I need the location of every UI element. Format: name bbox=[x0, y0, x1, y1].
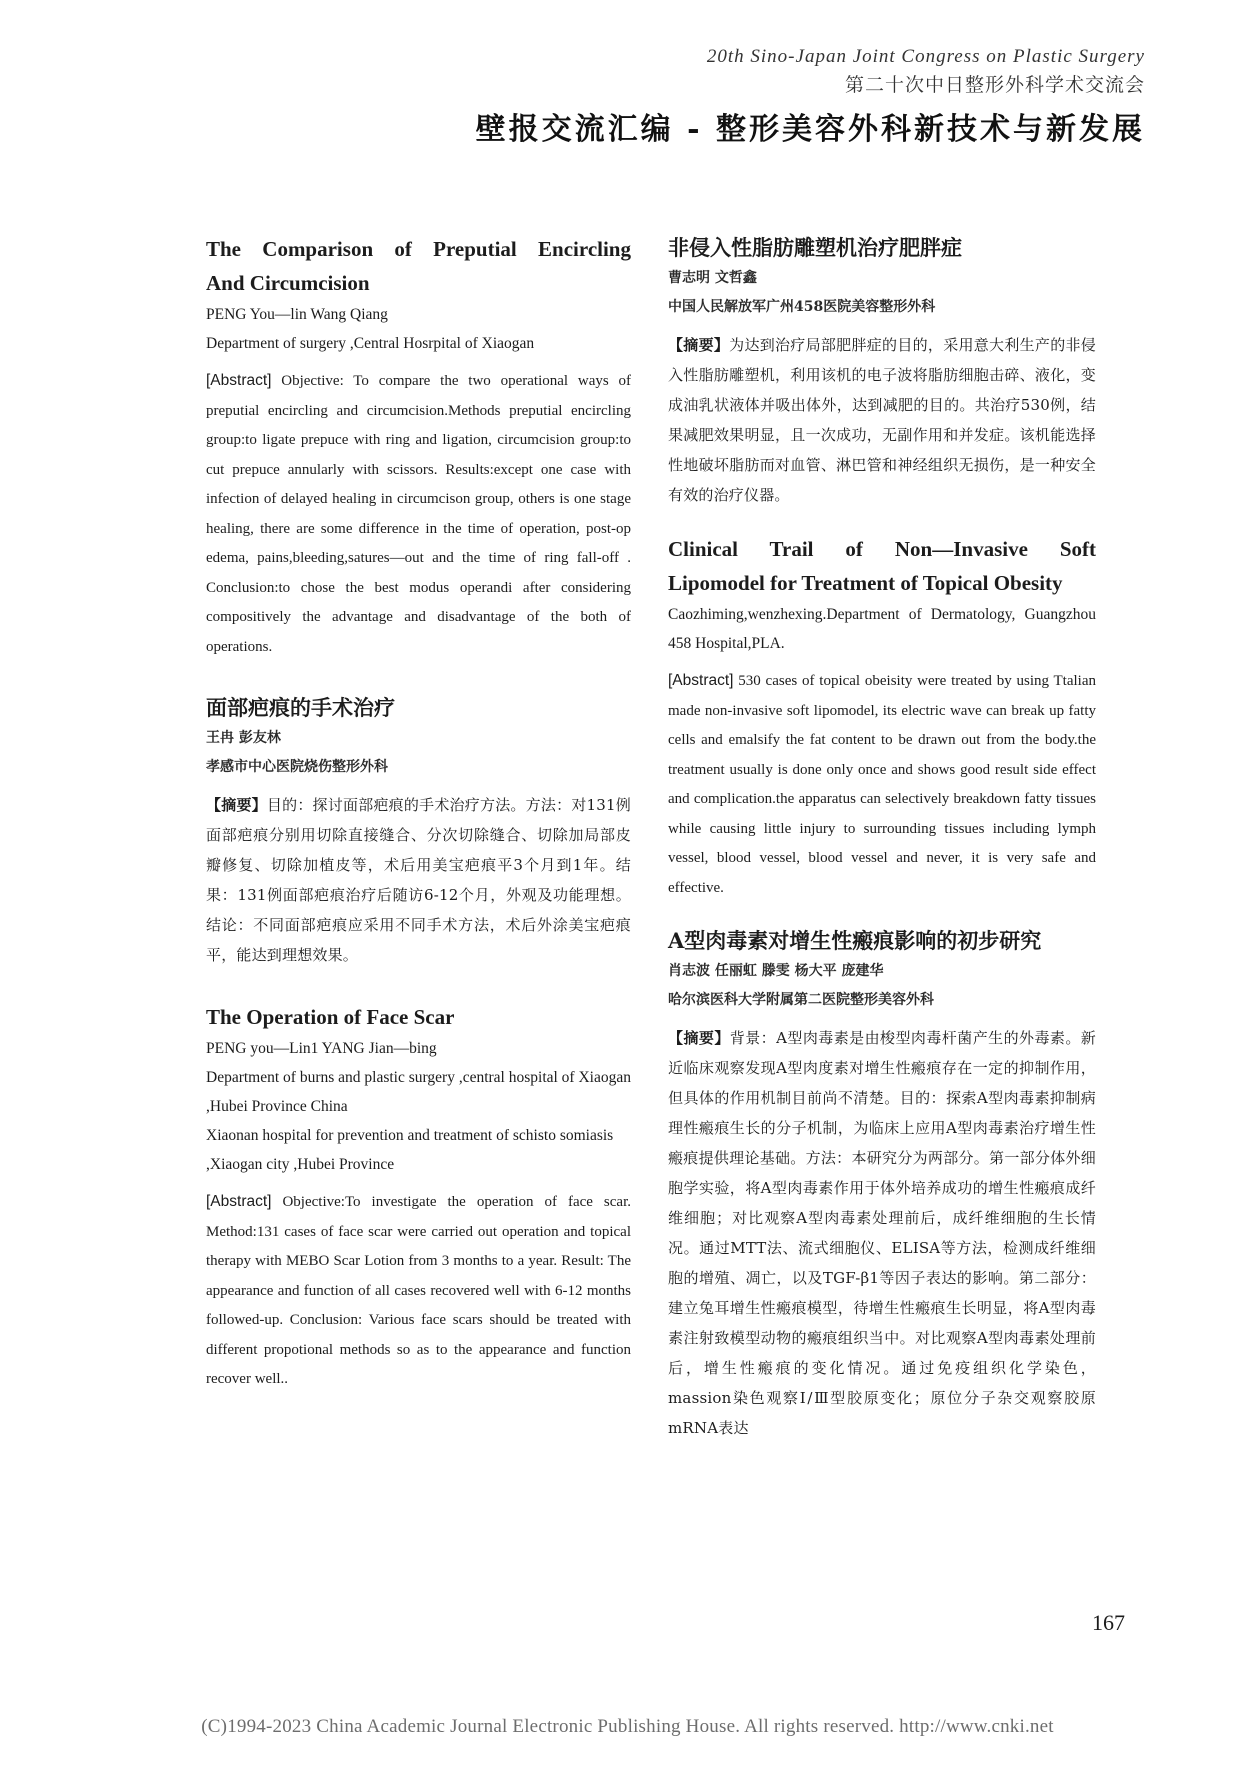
abstract-text: 530 cases of topical obeisity were treated by using Ttalian made non-invasive soft lipomodel, its electric wave can break up fatty cells and emalsify the fat content to be drawn out from the body.the treatment usually is done only once and shows good result side effect and complication.the apparatus can selectively breakdown fatty tissues while causing little injury to surrounding tissues including lymph vessel, blood vessel, blood vessel and never, it is very safe and effective. bbox=[668, 673, 1096, 896]
article-affiliation: 中国人民解放军广州458医院美容整形外科 bbox=[668, 299, 936, 315]
article-affiliation: Xiaonan hospital for prevention and treatment of schisto somiasis ,Xiaogan city ,Hubei Province bbox=[206, 1127, 614, 1173]
article-abstract bbox=[206, 1187, 631, 1395]
article-affiliation: 孝感市中心医院烧伤整形外科 bbox=[206, 759, 388, 775]
article-title-line: Lipomodel for Treatment of Topical Obesity bbox=[668, 571, 1063, 595]
article-authors: PENG you—Lin1 YANG Jian—bing bbox=[206, 1040, 437, 1057]
abstract-label: 【摘要】 bbox=[206, 796, 267, 814]
article-botulinum-toxin bbox=[668, 925, 1096, 1443]
article-abstract bbox=[668, 1023, 1096, 1443]
copyright-footer: (C)1994-2023 China Academic Journal Electronic Publishing House. All rights reserved. http://www.cnki.net bbox=[201, 1716, 1054, 1737]
right-column bbox=[668, 232, 1096, 1443]
page-title: 壁报交流汇编 - 整形美容外科新技术与新发展 bbox=[475, 112, 1145, 147]
article-title: The Operation of Face Scar bbox=[206, 1005, 455, 1029]
article-affiliation: 哈尔滨医科大学附属第二医院整形美容外科 bbox=[668, 992, 934, 1008]
article-authors: 王冉 彭友林 bbox=[206, 730, 281, 746]
article-face-scar-cn bbox=[206, 692, 631, 970]
article-abstract bbox=[668, 330, 1096, 510]
article-title-line: The Comparison of Preputial Encircling bbox=[206, 237, 631, 261]
abstract-text: Objective:To investigate the operation of face scar. Method:131 cases of face scar were carried out operation and topical therapy with MEBO Scar Lotion from 3 months to a year. Result: The appearance and function of all cases recovered well with 6-12 months followed-up. Conclusion: Various face scars should be treated with different propotional methods so as to the appearance and function recover well.. bbox=[206, 1194, 631, 1387]
article-title: 面部疤痕的手术治疗 bbox=[206, 695, 395, 720]
abstract-label: 【摘要】 bbox=[668, 1029, 730, 1047]
abstract-label: [Abstract] bbox=[206, 372, 272, 389]
article-abstract bbox=[206, 790, 631, 970]
article-affiliation: Department of burns and plastic surgery ,central hospital of Xiaogan ,Hubei Province China bbox=[206, 1069, 631, 1115]
article-authors: 肖志波 任丽虹 滕雯 杨大平 庞建华 bbox=[668, 963, 884, 979]
abstract-text: 背景：A型肉毒素是由梭型肉毒杆菌产生的外毒素。新近临床观察发现A型肉度素对增生性瘢痕存在一定的抑制作用，但具体的作用机制目前尚不清楚。目的：探索A型肉毒素抑制病理性瘢痕生长的分子机制，为临床上应用A型肉毒素治疗增生性瘢痕提供理论基础。方法：本研究分为两部分。第一部分体外细胞学实验，将A型肉毒素作用于体外培养成功的增生性瘢痕成纤维细胞；对比观察A型肉毒素处理前后，成纤维细胞的生长情况。通过MTT法、流式细胞仪、ELISA等方法，检测成纤维细胞的增殖、凋亡，以及TGF-β1等因子表达的影响。第二部分：建立兔耳增生性瘢痕模型，待增生性瘢痕生长明显，将A型肉毒素注射致模型动物的瘢痕组织当中。对比观察A型肉毒素处理前后，增生性瘢痕的变化情况。通过免疫组织化学染色，massion染色观察Ⅰ/Ⅲ型胶原变化；原位分子杂交观察胶原mRNA表达 bbox=[668, 1029, 1096, 1437]
abstract-text: 为达到治疗局部肥胖症的目的，采用意大利生产的非侵入性脂肪雕塑机，利用该机的电子波将脂肪细胞击碎、液化，变成油乳状液体并吸出体外，达到减肥的目的。共治疗530例，结果减肥效果明显，且一次成功，无副作用和并发症。该机能选择性地破坏脂肪而对血管、淋巴管和神经组织无损伤，是一种安全有效的治疗仪器。 bbox=[668, 336, 1096, 504]
article-lipomodel-cn bbox=[668, 232, 1096, 510]
article-preputial-encircling bbox=[206, 232, 631, 662]
article-title: A型肉毒素对增生性瘢痕影响的初步研究 bbox=[668, 928, 1042, 953]
article-abstract bbox=[668, 666, 1096, 903]
article-lipomodel-en bbox=[668, 532, 1096, 903]
abstract-label: [Abstract] bbox=[668, 672, 734, 689]
page-number: 167 bbox=[1092, 1610, 1125, 1635]
abstract-text: Objective: To compare the two operational ways of preputial encircling and circumcision.Methods preputial encircling group:to ligate prepuce with ring and ligation, circumcision group:to cut prepuce annularly with scissors. Results:except one case with infection of delayed healing in circumcison group, others is one stage healing, there are some difference in the time of operation, post-op edema, pains,bleeding,satures—out and the time of ring fall-off . Conclusion:to chose the best modus operandi after considering compositively the advantage and disadvantage of the both of operations. bbox=[206, 373, 631, 655]
article-title-line: And Circumcision bbox=[206, 271, 370, 295]
congress-title-en: 20th Sino-Japan Joint Congress on Plastic Surgery bbox=[706, 46, 1145, 67]
article-authors: PENG You—lin Wang Qiang bbox=[206, 306, 388, 323]
article-title: 非侵入性脂肪雕塑机治疗肥胖症 bbox=[668, 235, 962, 260]
left-column bbox=[206, 232, 631, 1395]
article-face-scar-en bbox=[206, 1000, 631, 1395]
abstract-label: [Abstract] bbox=[206, 1193, 272, 1210]
article-abstract bbox=[206, 366, 631, 662]
article-title-line: Clinical Trail of Non—Invasive Soft bbox=[668, 537, 1096, 561]
abstract-label: 【摘要】 bbox=[668, 336, 730, 354]
congress-title-cn: 第二十次中日整形外科学术交流会 bbox=[844, 74, 1145, 96]
article-authors: Caozhiming,wenzhexing.Department of Dermatology, Guangzhou 458 Hospital,PLA. bbox=[668, 606, 1096, 652]
article-authors: 曹志明 文哲鑫 bbox=[668, 270, 757, 286]
article-affiliation: Department of surgery ,Central Hosrpital of Xiaogan bbox=[206, 335, 535, 352]
abstract-text: 目的：探讨面部疤痕的手术治疗方法。方法：对131例面部疤痕分别用切除直接缝合、分次切除缝合、切除加局部皮瓣修复、切除加植皮等，术后用美宝疤痕平3个月到1年。结果：131例面部疤痕治疗后随访6-12个月，外观及功能理想。结论：不同面部疤痕应采用不同手术方法，术后外涂美宝疤痕平，能达到理想效果。 bbox=[206, 796, 631, 964]
